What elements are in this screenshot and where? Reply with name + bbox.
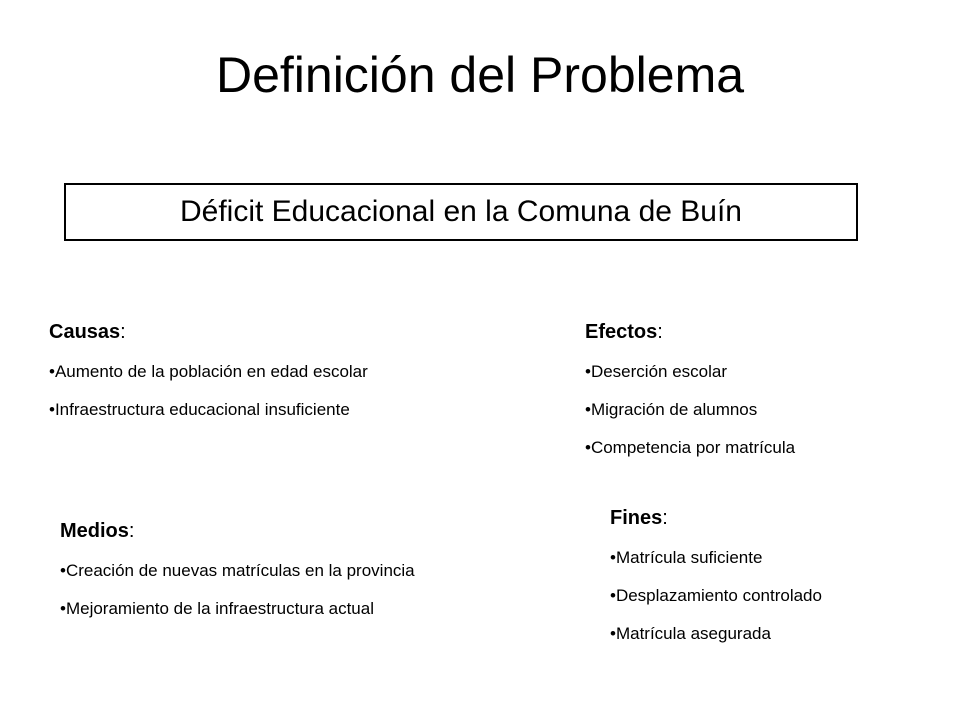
fines-heading bbox=[610, 506, 822, 530]
medios-heading bbox=[60, 519, 415, 543]
fines-heading-label: Fines bbox=[610, 507, 663, 529]
list-item bbox=[49, 400, 368, 420]
causas-heading-colon: : bbox=[120, 321, 126, 343]
list-item-text: Migración de alumnos bbox=[590, 400, 758, 419]
list-item-text: Deserción escolar bbox=[590, 362, 728, 381]
bullet: • bbox=[49, 400, 55, 419]
problem-statement-box bbox=[64, 183, 858, 241]
list-item bbox=[610, 548, 822, 568]
causas-heading bbox=[49, 320, 368, 344]
list-item-text: Infraestructura educacional insuficiente bbox=[54, 400, 350, 419]
list-item bbox=[585, 438, 795, 458]
causas-section bbox=[49, 320, 368, 420]
list-item bbox=[585, 362, 795, 382]
bullet: • bbox=[610, 586, 616, 605]
list-item-text: Matrícula asegurada bbox=[615, 624, 771, 643]
causas-heading-label: Causas bbox=[49, 321, 121, 343]
bullet: • bbox=[60, 599, 66, 618]
bullet: • bbox=[585, 400, 591, 419]
list-item bbox=[49, 362, 368, 382]
list-item bbox=[610, 624, 822, 644]
bullet: • bbox=[610, 624, 616, 643]
causas-list bbox=[49, 362, 368, 420]
medios-list bbox=[60, 561, 415, 619]
list-item-text: Creación de nuevas matrículas en la provincia bbox=[65, 561, 415, 580]
medios-heading-label: Medios bbox=[60, 520, 129, 542]
bullet: • bbox=[610, 548, 616, 567]
fines-heading-colon: : bbox=[662, 507, 668, 529]
list-item-text: Desplazamiento controlado bbox=[615, 586, 822, 605]
efectos-heading-label: Efectos bbox=[585, 321, 658, 343]
bullet: • bbox=[585, 438, 591, 457]
list-item bbox=[585, 400, 795, 420]
slide-title: Definición del Problema bbox=[215, 47, 745, 103]
medios-heading-colon: : bbox=[128, 520, 135, 542]
bullet: • bbox=[585, 362, 591, 381]
efectos-heading-colon: : bbox=[657, 321, 663, 343]
fines-section bbox=[610, 506, 822, 644]
list-item-text: Matrícula suficiente bbox=[615, 548, 763, 567]
list-item bbox=[60, 599, 415, 619]
list-item-text: Mejoramiento de la infraestructura actual bbox=[65, 599, 374, 618]
list-item-text: Aumento de la población en edad escolar bbox=[54, 362, 368, 381]
list-item bbox=[610, 586, 822, 606]
efectos-section bbox=[585, 320, 795, 458]
efectos-list bbox=[585, 362, 795, 458]
fines-list bbox=[610, 548, 822, 644]
efectos-heading bbox=[585, 320, 795, 344]
list-item-text: Competencia por matrícula bbox=[590, 438, 796, 457]
problem-statement: Déficit Educacional en la Comuna de Buín bbox=[179, 195, 742, 228]
list-item bbox=[60, 561, 415, 581]
medios-section bbox=[60, 519, 415, 619]
bullet: • bbox=[49, 362, 55, 381]
bullet: • bbox=[60, 561, 66, 580]
